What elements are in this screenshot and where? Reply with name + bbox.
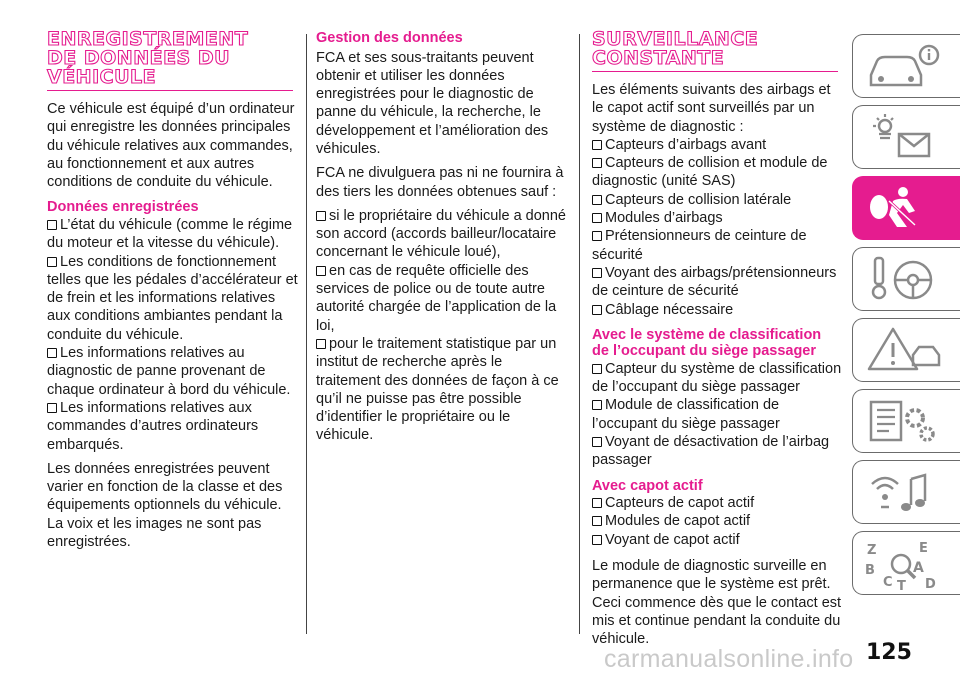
list-item: [592, 209, 842, 227]
column-data-recording: [47, 30, 299, 557]
list-item-text: en cas de requête officielle des services de police ou de toute autre autorité chargée de l’application de la loi,: [316, 262, 557, 334]
checkbox-bullet-icon: [592, 535, 602, 545]
tab-emergency[interactable]: [852, 318, 960, 382]
list-item: [592, 136, 842, 154]
list-item-text: Capteur du système de classification de l’occupant du siège passager: [592, 360, 842, 396]
checkbox-bullet-icon: [592, 231, 602, 241]
paragraph: FCA et ses sous-traitants peuvent obtenir et utiliser les données enregistrées pour le diagnostic de panne du véhicule, la recherche, le développement et l’amélioration des véhicules.: [316, 49, 549, 157]
list-item-text: Modules de capot actif: [605, 513, 751, 530]
column-divider: [579, 34, 580, 634]
section-title-data-recording: [47, 30, 293, 91]
tab-maintenance[interactable]: [852, 389, 960, 453]
hood-items-list: [592, 494, 842, 549]
paragraph: FCA ne divulguera pas ni ne fournira à des tiers les données obtenues sauf :: [316, 165, 564, 200]
car-info-icon: [863, 41, 943, 93]
column-divider: [306, 34, 307, 634]
title-line: ENREGISTREMENT: [47, 28, 249, 50]
list-item: [592, 154, 842, 191]
closing-paragraph: Les données enregistrées peuvent varier en fonction de la classe et des équipements optionnels du véhicule. La voix et les images ne sont pas enregistrées.: [47, 460, 283, 551]
checkbox-bullet-icon: [592, 195, 602, 205]
subheading-data-management: Gestion des données: [316, 30, 463, 46]
list-item-text: Les informations relatives au diagnostic de panne provenant de chaque ordinateur à bord du véhicule.: [47, 345, 291, 398]
key-steering-wheel-icon: [863, 254, 943, 306]
list-item-text: Prétensionneurs de ceinture de sécurité: [592, 228, 807, 263]
list-item: [592, 301, 842, 319]
page-number: 125: [866, 640, 912, 665]
list-item-text: si le propriétaire du véhicule a donné son accord (accords bailleur/locataire concernant le véhicule loué),: [316, 207, 566, 261]
checkbox-bullet-icon: [316, 339, 326, 349]
checkbox-bullet-icon: [316, 266, 326, 276]
checkbox-bullet-icon: [47, 403, 57, 413]
checkbox-bullet-icon: [592, 305, 602, 315]
column-data-management: [316, 30, 566, 451]
checkbox-bullet-icon: [47, 257, 57, 267]
checkbox-bullet-icon: [592, 364, 602, 374]
alphabetical-index-icon: [863, 538, 943, 590]
checkbox-bullet-icon: [592, 400, 602, 410]
dashboard-lights-icon: [863, 112, 943, 164]
list-item: [316, 207, 566, 262]
title-line: VÉHICULE: [47, 66, 157, 88]
title-line: CONSTANTE: [592, 47, 725, 69]
list-item: [592, 264, 842, 301]
index-letter: B: [865, 563, 875, 578]
disclosure-exceptions-list: [316, 207, 566, 445]
maintenance-gears-icon: [863, 396, 943, 448]
list-item: [592, 433, 842, 470]
subheading-recorded-data: Données enregistrées: [47, 199, 199, 216]
list-item: [592, 494, 842, 512]
index-letter: C: [883, 575, 893, 590]
checkbox-bullet-icon: [592, 213, 602, 223]
intro-paragraph: Les éléments suivants des airbags et le capot actif sont surveillés par un système de diagnostic :: [592, 82, 831, 135]
index-letter: A: [913, 560, 924, 576]
list-item-text: Capteurs de collision et module de diagnostic (unité SAS): [592, 155, 828, 190]
subheading-occupant-classification: Avec le système de classification de l’occupant du siège passager: [592, 326, 822, 360]
checkbox-bullet-icon: [47, 220, 57, 230]
list-item-text: Voyant de désactivation de l’airbag passager: [592, 434, 830, 469]
subheading-active-hood: Avec capot actif: [592, 477, 703, 494]
list-item-text: Voyant de capot actif: [605, 531, 740, 548]
list-item: [592, 191, 842, 209]
tab-safety[interactable]: [852, 176, 960, 240]
checkbox-bullet-icon: [592, 498, 602, 508]
checkbox-bullet-icon: [592, 437, 602, 447]
tab-dashboard[interactable]: [852, 105, 960, 169]
list-item-text: Voyant des airbags/prétensionneurs de ceinture de sécurité: [592, 264, 837, 300]
list-item: [47, 399, 299, 454]
checkbox-bullet-icon: [592, 516, 602, 526]
checkbox-bullet-icon: [592, 140, 602, 150]
list-item-text: Les conditions de fonctionnement telles que les pédales d’accélérateur et de frein et les informations relatives aux conditions ambiantes pendant la conduite du véhicule.: [47, 253, 298, 343]
list-item: [592, 531, 842, 549]
checkbox-bullet-icon: [47, 348, 57, 358]
list-item-text: Câblage nécessaire: [605, 301, 734, 318]
column-constant-monitoring: [592, 30, 842, 655]
list-item-text: Les informations relatives aux commandes d’autres ordinateurs embarqués.: [47, 399, 259, 453]
multimedia-music-icon: [863, 467, 943, 519]
title-line: SURVEILLANCE: [592, 28, 759, 50]
checkbox-bullet-icon: [316, 211, 326, 221]
list-item: [47, 253, 299, 344]
list-item: [47, 216, 299, 253]
list-item-text: pour le traitement statistique par un institut de recherche après le traitement des données de façon à ce qu’il ne puisse pas être possible d’identifier le propriétaire ou le véhicule.: [316, 335, 559, 444]
list-item: [47, 344, 299, 399]
airbag-seatbelt-icon: [863, 183, 943, 235]
list-item: [592, 396, 842, 433]
list-item-text: L’état du véhicule (comme le régime du moteur et la vitesse du véhicule).: [47, 216, 293, 252]
index-letter: Z: [867, 543, 877, 558]
list-item-text: Module de classification de l’occupant du siège passager: [592, 397, 780, 432]
checkbox-bullet-icon: [592, 158, 602, 168]
tab-starting-driving[interactable]: [852, 247, 960, 311]
list-item-text: Modules d’airbags: [605, 210, 723, 227]
list-item: [316, 262, 566, 335]
checkbox-bullet-icon: [592, 268, 602, 278]
tab-knowing-your-car[interactable]: [852, 34, 960, 98]
monitored-items-list: [592, 136, 842, 319]
tab-index[interactable]: [852, 531, 960, 595]
list-item-text: Capteurs d’airbags avant: [605, 136, 767, 153]
intro-paragraph: Ce véhicule est équipé d’un ordinateur qui enregistre les données principales du véhicule relatives aux commandes, au fonctionnement et aux autres conditions de conduite du véhicule.: [47, 101, 295, 191]
occupant-items-list: [592, 360, 842, 470]
tab-multimedia[interactable]: [852, 460, 960, 524]
watermark: carmanualsonline.info: [604, 645, 854, 673]
list-item: [592, 227, 842, 264]
title-line: DE DONNÉES DU: [47, 47, 231, 69]
section-title-constant-monitoring: [592, 30, 838, 72]
list-item: [592, 512, 842, 530]
index-letter: T: [897, 579, 906, 590]
recorded-data-list: [47, 216, 299, 454]
list-item: [592, 360, 842, 397]
list-item: [316, 335, 566, 445]
list-item-text: Capteurs de collision latérale: [605, 191, 792, 208]
warning-triangle-car-icon: [863, 325, 943, 377]
index-letter: E: [919, 541, 928, 556]
list-item-text: Capteurs de capot actif: [605, 495, 755, 512]
index-letter: D: [925, 577, 936, 590]
closing-paragraph: Le module de diagnostic surveille en permanence que le système est prêt. Ceci commence dès que le contact est mis et continue pendant la conduite du véhicule.: [592, 558, 842, 648]
